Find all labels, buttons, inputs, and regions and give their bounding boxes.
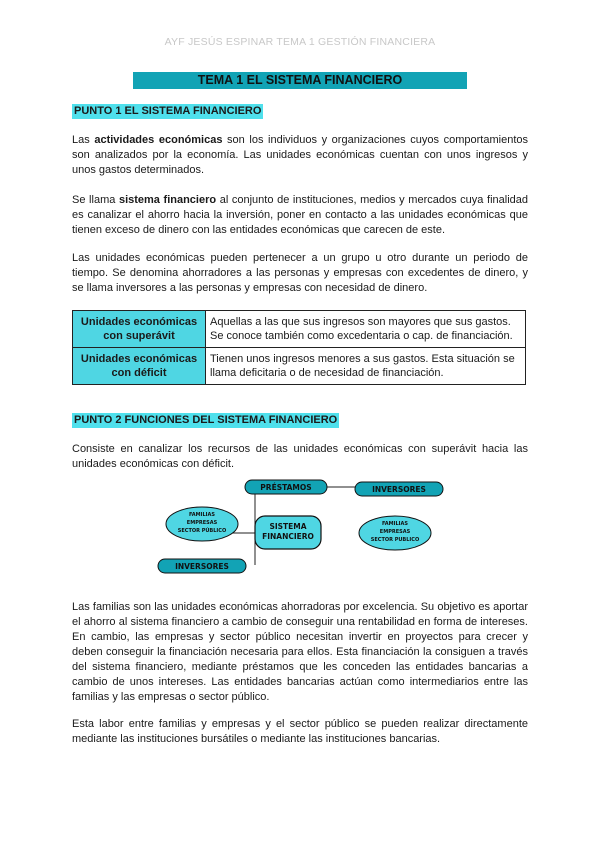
table-row xyxy=(73,348,526,385)
document-title: TEMA 1 EL SISTEMA FINANCIERO xyxy=(133,72,467,89)
familias-left-label: FAMILIAS xyxy=(188,512,216,518)
paragraph-familias: Las familias son las unidades económicas ahorradoras por excelencia. Su objetivo es aportar el ahorro al sistema financiero a cambio de conseguir una rentabilidad en forma de intereses. En cambio, las empresas y sector público necesitan invertir en proyectos para crecer y deben conseguir la financiación necesaria para ellos. Esta financiación la consiguen a través del sistema financiero, mediante préstamos que les conceden las entidades bancarias a cambio de unos intereses. Las entidades bancarias actúan como intermediarios entre las familias y las empresas o sector público. xyxy=(72,601,528,703)
empresas-right-label: EMPRESAS xyxy=(379,529,411,535)
inversores-top-label: INVERSORES xyxy=(372,485,426,494)
term-actividades: actividades económicas xyxy=(94,134,223,146)
unidades-table xyxy=(72,310,526,385)
section-heading-punto-1: PUNTO 1 EL SISTEMA FINANCIERO xyxy=(74,105,262,117)
paragraph-canalizar: Consiste en canalizar los recursos de las unidades económicas con superávit hacia las unidades económicas con déficit. xyxy=(72,443,528,470)
financiero-label: FINANCIERO xyxy=(262,532,314,541)
sistema-label: SISTEMA xyxy=(269,522,307,531)
paragraph-labor: Esta labor entre familias y empresas y el sector público se pueden realizar directamente mediante las instituciones bursátiles o mediante las instituciones bancarias. xyxy=(72,718,528,745)
table-key-deficit: Unidades económicas con déficit xyxy=(73,348,206,385)
table-value-superavit: Aquellas a las que sus ingresos son mayores que sus gastos. Se conoce también como excedentaria o cap. de financiación. xyxy=(206,311,526,348)
flow-diagram xyxy=(155,475,445,580)
sector-left-label: SECTOR PÚBLICO xyxy=(177,528,227,534)
empresas-left-label: EMPRESAS xyxy=(186,520,218,526)
table-value-deficit: Tienen unos ingresos menores a sus gastos. Esta situación se llama deficitaria o de necesidad de financiación. xyxy=(206,348,526,385)
page-header: AYF JESÚS ESPINAR TEMA 1 GESTIÓN FINANCIERA xyxy=(164,36,436,48)
sector-right-label: SECTOR PUBLICO xyxy=(370,537,420,543)
term-sistema-financiero: sistema financiero xyxy=(118,194,217,206)
section-heading-punto-2: PUNTO 2 FUNCIONES DEL SISTEMA FINANCIERO xyxy=(74,414,338,426)
paragraph-actividades: Las actividades económicas son los individuos y organizaciones cuyos comportamientos son analizados por la economía. Las unidades económicas cuentan con unos ingresos y unos gastos determinados. xyxy=(72,134,528,176)
paragraph-ahorradores: Las unidades económicas pueden pertenecer a un grupo u otro durante un periodo de tiempo. Se denomina ahorradores a las personas y empresas con excedentes de dinero, y se llama inversores a las personas y empresas con necesidad de dinero. xyxy=(72,252,528,294)
inversores-bottom-label: INVERSORES xyxy=(175,562,229,571)
table-key-superavit: Unidades económicas con superávit xyxy=(73,311,206,348)
paragraph-sistema-financiero: Se llama sistema financiero al conjunto de instituciones, medios y mercados cuya finalidad es canalizar el ahorro hacia la inversión, poner en contacto a las unidades económicas que tienen exceso de dinero con las entidades económicas que carecen de este. xyxy=(72,194,529,236)
familias-right-label: FAMILIAS xyxy=(381,521,409,527)
table-row xyxy=(73,311,526,348)
prestamos-label: PRÉSTAMOS xyxy=(260,483,312,492)
